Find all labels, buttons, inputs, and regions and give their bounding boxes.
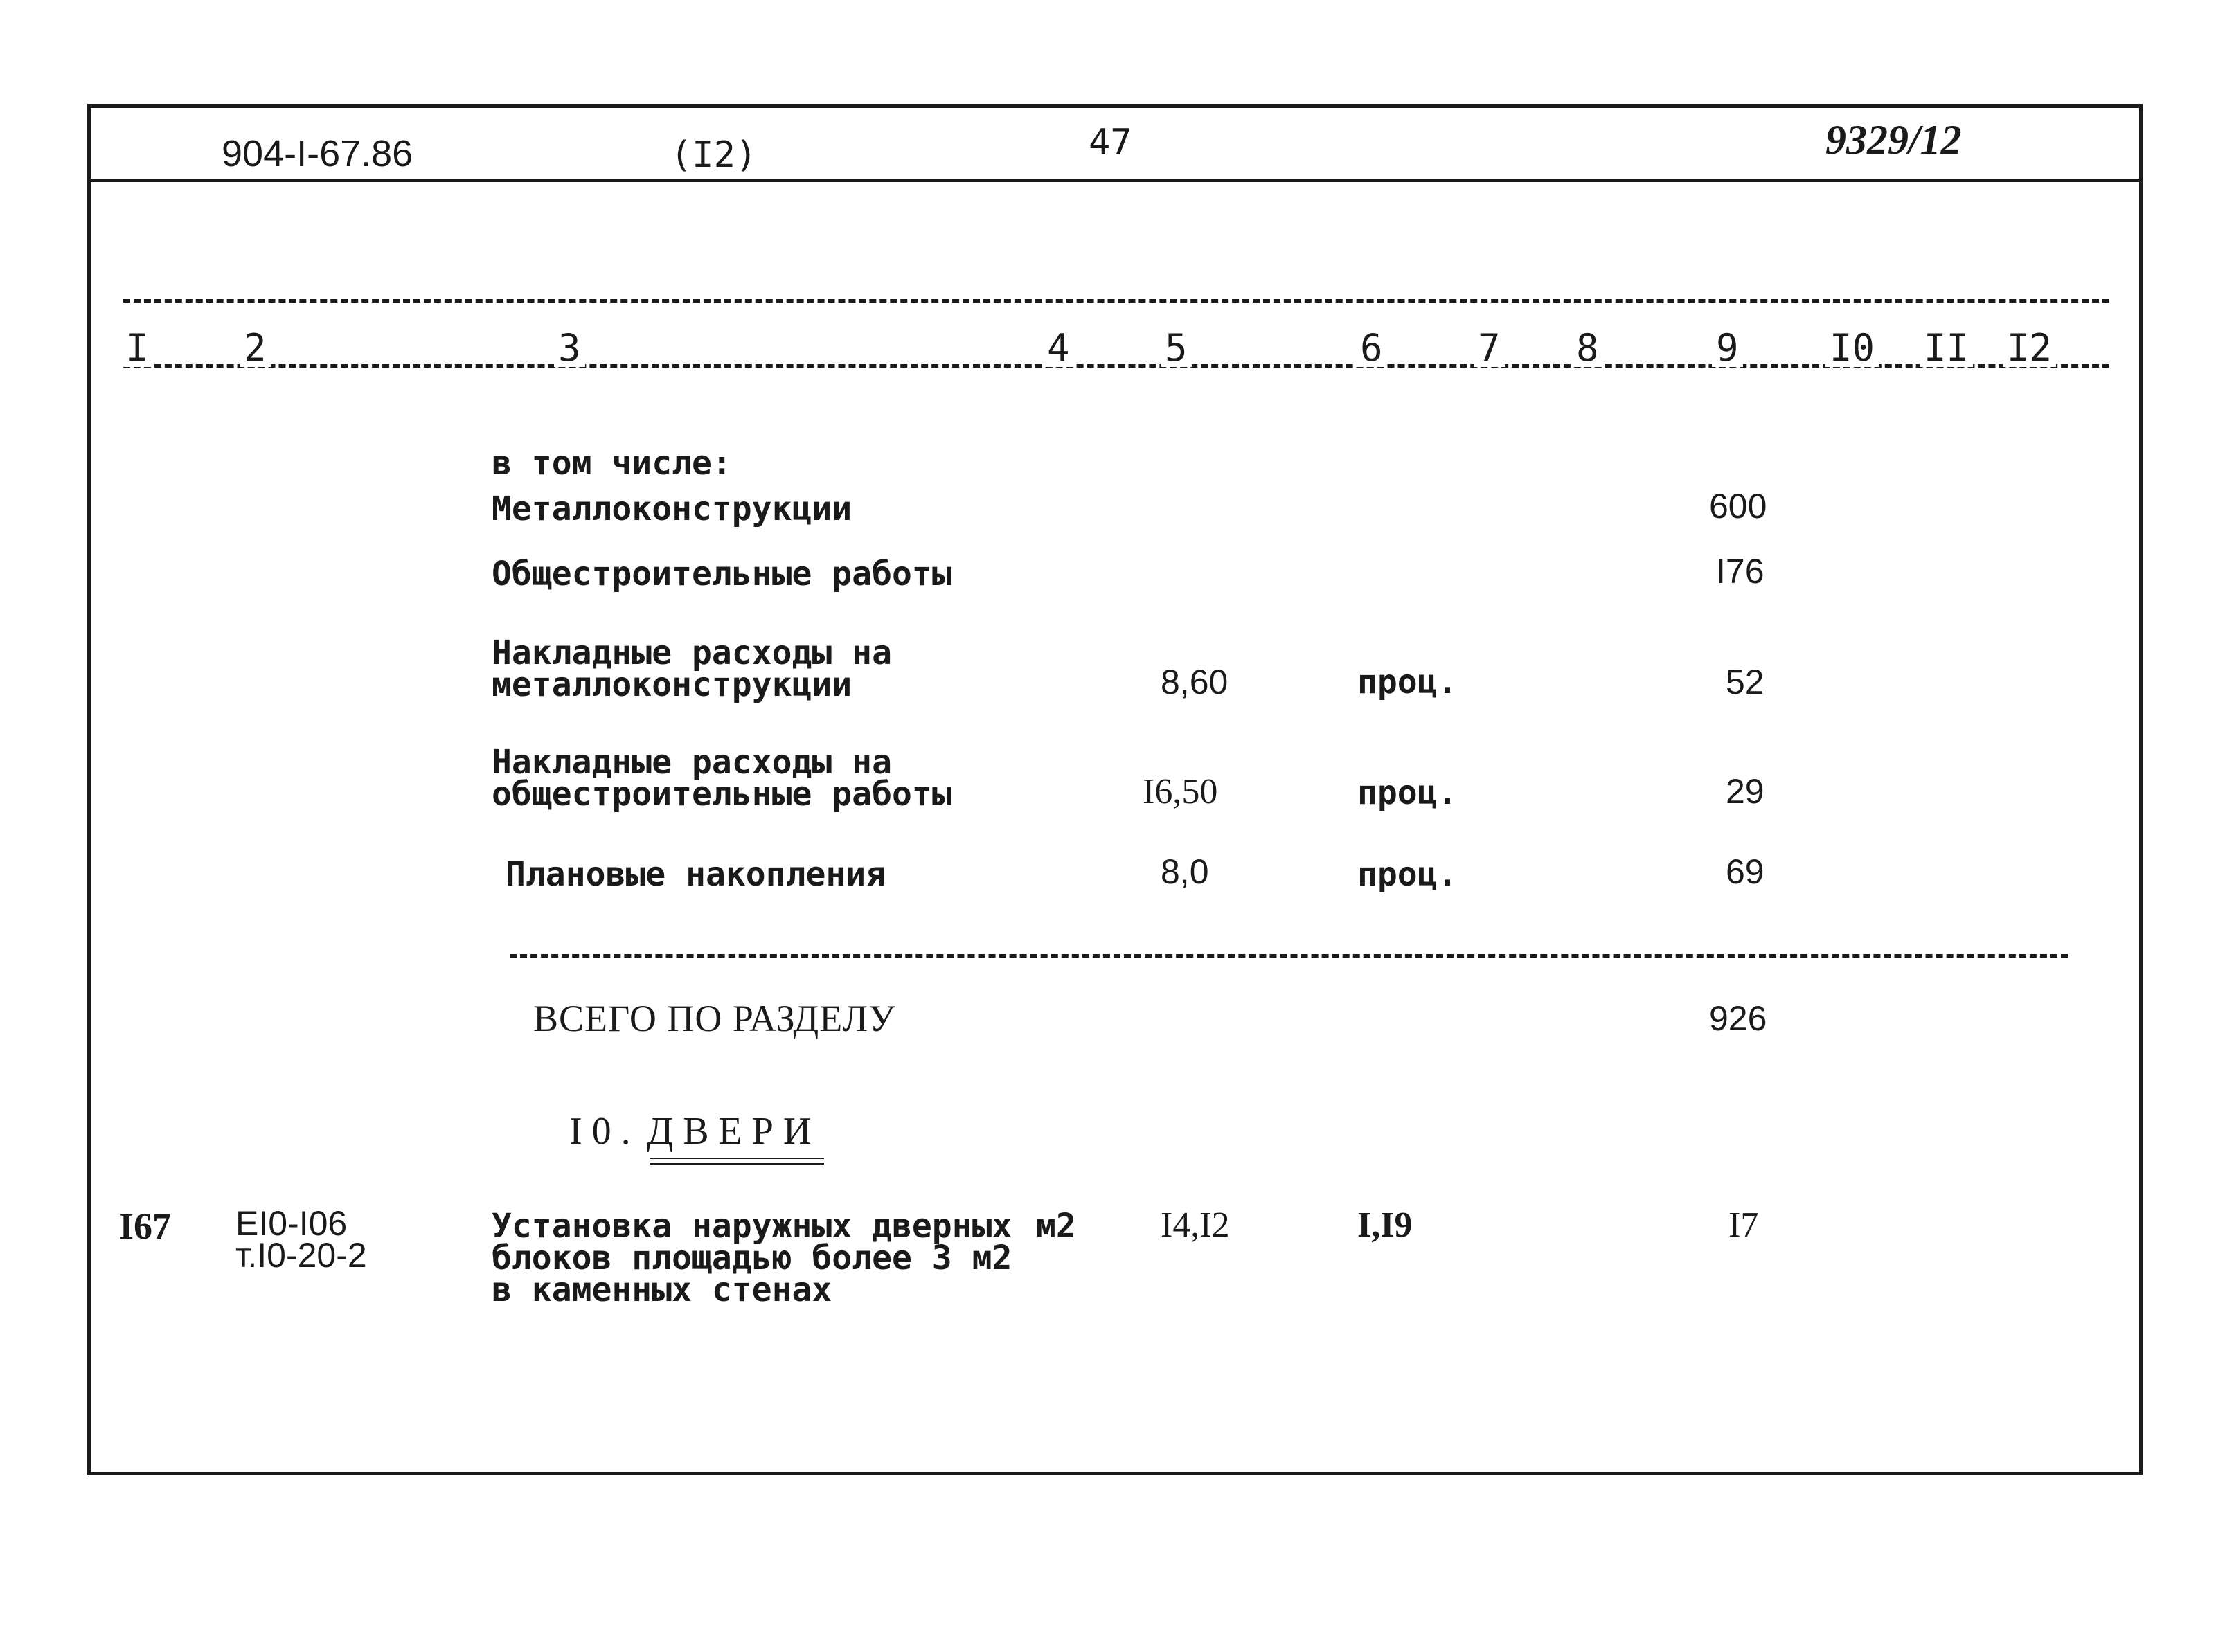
breakdown-row-rate: 8,0 <box>1161 852 1209 891</box>
page-number: 47 <box>1089 122 1132 163</box>
breakdown-row-value: 52 <box>1726 663 1764 701</box>
column-number: II <box>1920 330 1973 367</box>
item-description-line: блоков площадью более 3 м2 <box>492 1239 1012 1277</box>
breakdown-row-name: Плановые накопления <box>506 855 886 894</box>
breakdown-row-value: I76 <box>1716 552 1764 591</box>
column-number: I2 <box>2003 330 2056 367</box>
header-divider <box>90 179 2141 182</box>
breakdown-row-name-line: общестроительные работы <box>492 775 952 814</box>
column-number: I <box>122 330 153 367</box>
breakdown-row-unit: проц. <box>1357 773 1458 812</box>
item-total: I7 <box>1728 1205 1759 1245</box>
breakdown-row-name-line: металлоконструкции <box>492 665 852 704</box>
registration-number: 9329/12 <box>1825 117 1962 163</box>
column-number: 5 <box>1161 330 1192 367</box>
item-quantity: I,I9 <box>1357 1205 1413 1245</box>
breakdown-row-value: 600 <box>1709 487 1767 526</box>
section-total-value: 926 <box>1709 999 1767 1038</box>
breakdown-row-name: Общестроительные работы <box>492 555 952 593</box>
breakdown-row-unit: проц. <box>1357 663 1458 701</box>
item-price: I4,I2 <box>1161 1205 1230 1245</box>
breakdown-row-rate: I6,50 <box>1143 772 1218 811</box>
document-sheet <box>87 104 2143 1475</box>
section-title-underline <box>650 1158 824 1165</box>
breakdown-row-rate: 8,60 <box>1161 663 1228 701</box>
item-code-line: EI0-I06 <box>235 1204 348 1243</box>
breakdown-row-value: 29 <box>1726 772 1764 811</box>
column-number: 7 <box>1474 330 1505 367</box>
column-number: 3 <box>554 330 585 367</box>
total-separator-rule <box>510 954 2068 958</box>
item-code <box>235 1204 367 1275</box>
item-description-line: Установка наружных дверных <box>492 1207 1012 1246</box>
column-header-top-rule <box>123 299 2109 303</box>
item-description <box>492 1207 1012 1309</box>
column-number: 4 <box>1043 330 1074 367</box>
breakdown-row-name: Металлоконструкции <box>492 490 852 528</box>
doc-code: 904-I-67.86 <box>222 133 413 174</box>
item-description-line: в каменных стенах <box>492 1271 832 1309</box>
breakdown-row-name <box>492 743 952 814</box>
breakdown-row-unit: проц. <box>1357 855 1458 894</box>
breakdown-row-name-line: Накладные расходы на <box>492 743 892 782</box>
section-number: I0. <box>569 1110 641 1153</box>
column-number: 6 <box>1356 330 1387 367</box>
breakdown-row-name <box>492 634 892 704</box>
column-number: I0 <box>1825 330 1879 367</box>
breakdown-row-value: 69 <box>1726 852 1764 891</box>
breakdown-intro: в том числе: <box>492 444 732 483</box>
item-code-line: т.I0-20-2 <box>235 1236 367 1275</box>
breakdown-row-name-line: Накладные расходы на <box>492 634 892 672</box>
column-number: 8 <box>1572 330 1603 367</box>
section-total-label: ВСЕГО ПО РАЗДЕЛУ <box>533 998 896 1039</box>
column-number: 2 <box>240 330 271 367</box>
sheet-ref: (I2) <box>670 134 758 176</box>
column-header-bottom-rule <box>123 364 2109 368</box>
item-number: I67 <box>119 1205 172 1247</box>
section-title: ДВЕРИ <box>647 1110 821 1153</box>
column-number: 9 <box>1712 330 1743 367</box>
item-unit: м2 <box>1036 1207 1076 1246</box>
